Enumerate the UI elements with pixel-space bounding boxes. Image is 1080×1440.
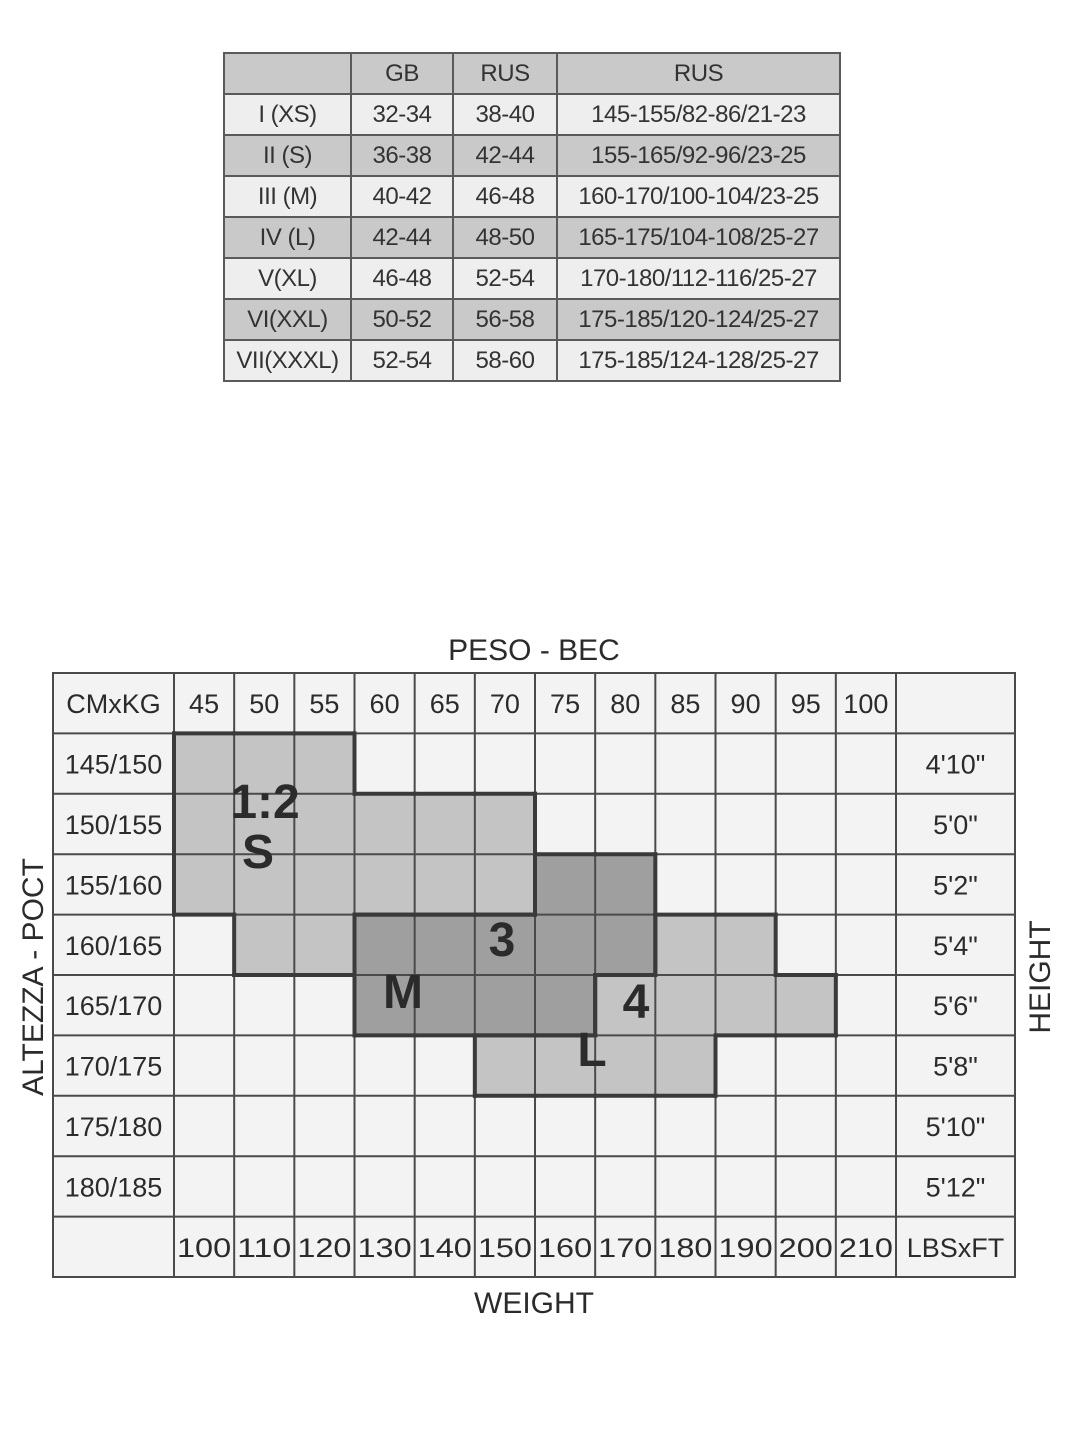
rus-measurements-cell: 155-165/92-96/23-25 bbox=[557, 135, 840, 176]
kg-column-label: 95 bbox=[790, 689, 821, 720]
size-label-cell: III (M) bbox=[224, 176, 351, 217]
zone-cell bbox=[475, 854, 536, 915]
size-label-cell: VII(XXXL) bbox=[224, 340, 351, 381]
zone-cell bbox=[174, 733, 235, 794]
cm-row-label: 175/180 bbox=[64, 1112, 163, 1142]
ft-row-label: 5'4" bbox=[933, 930, 978, 961]
gb-size-cell: 50-52 bbox=[351, 299, 453, 340]
zone-cell bbox=[174, 854, 235, 915]
zone-cell bbox=[716, 915, 777, 976]
zone-cell bbox=[294, 854, 355, 915]
lbs-column-label: 180 bbox=[658, 1232, 713, 1263]
rus-measurements-cell: 175-185/120-124/25-27 bbox=[557, 299, 840, 340]
zone-cell bbox=[475, 975, 536, 1036]
zone-size-label: S bbox=[241, 826, 275, 879]
zone-cell bbox=[595, 854, 656, 915]
zone-cell bbox=[294, 733, 355, 794]
gb-size-cell: 42-44 bbox=[351, 217, 453, 258]
corner-top-label: CMxKG bbox=[66, 689, 161, 720]
cm-row-label: 150/155 bbox=[64, 810, 163, 840]
rus-size-cell: 48-50 bbox=[453, 217, 557, 258]
ft-row-label: 5'2" bbox=[933, 870, 978, 901]
lbs-column-label: 110 bbox=[237, 1232, 292, 1263]
size-label-cell: II (S) bbox=[224, 135, 351, 176]
lbs-column-label: 140 bbox=[417, 1232, 472, 1263]
zone-cell bbox=[294, 794, 355, 855]
rus-size-cell: 58-60 bbox=[453, 340, 557, 381]
zone-cell bbox=[294, 915, 355, 976]
zone-number-label: 1:2 bbox=[230, 776, 300, 829]
zone-number-label: 3 bbox=[488, 914, 516, 967]
size-label-cell: I (XS) bbox=[224, 94, 351, 135]
kg-column-label: 60 bbox=[369, 689, 400, 720]
zone-cell bbox=[355, 794, 416, 855]
kg-column-label: 45 bbox=[189, 689, 220, 720]
rus-measurements-cell: 165-175/104-108/25-27 bbox=[557, 217, 840, 258]
right-axis-title: HEIGHT bbox=[1024, 920, 1057, 1034]
cm-row-label: 160/165 bbox=[64, 930, 163, 961]
size-label-cell: IV (L) bbox=[224, 217, 351, 258]
lbs-column-label: 210 bbox=[838, 1232, 894, 1263]
cm-row-label: 165/170 bbox=[64, 991, 163, 1022]
rus-size-cell: 56-58 bbox=[453, 299, 557, 340]
zone-cell bbox=[535, 915, 596, 976]
zone-cell bbox=[475, 794, 536, 855]
ft-row-label: 5'8" bbox=[933, 1051, 978, 1082]
size-table-header-gb: GB bbox=[351, 53, 453, 94]
zone-cell bbox=[776, 975, 837, 1036]
cm-row-label: 145/150 bbox=[64, 749, 163, 780]
zone-size-label: M bbox=[383, 966, 423, 1019]
zone-cell bbox=[535, 854, 596, 915]
top-axis-title: PESO - BEC bbox=[448, 634, 620, 667]
gb-size-cell: 52-54 bbox=[351, 340, 453, 381]
left-axis-title: ALTEZZA - POCT bbox=[17, 858, 50, 1096]
rus-size-cell: 38-40 bbox=[453, 94, 557, 135]
cm-row-label: 180/185 bbox=[64, 1172, 163, 1203]
gb-size-cell: 46-48 bbox=[351, 258, 453, 299]
size-label-cell: V(XL) bbox=[224, 258, 351, 299]
zone-cell bbox=[355, 854, 416, 915]
lbs-column-label: 200 bbox=[778, 1232, 833, 1263]
lbs-column-label: 150 bbox=[477, 1232, 532, 1263]
ft-row-label: 5'0" bbox=[933, 810, 978, 840]
zone-cell bbox=[174, 794, 235, 855]
bottom-axis-title: WEIGHT bbox=[474, 1287, 594, 1320]
zone-cell bbox=[655, 915, 716, 976]
zone-cell bbox=[595, 915, 656, 976]
ft-row-label: 4'10" bbox=[925, 749, 986, 780]
rus-measurements-cell: 175-185/124-128/25-27 bbox=[557, 340, 840, 381]
lbs-column-label: 170 bbox=[598, 1232, 653, 1263]
corner-bottom-label: LBSxFT bbox=[906, 1232, 1005, 1263]
kg-column-label: 70 bbox=[489, 689, 520, 720]
gb-size-cell: 32-34 bbox=[351, 94, 453, 135]
lbs-column-label: 190 bbox=[718, 1232, 773, 1263]
cm-row-label: 170/175 bbox=[64, 1051, 163, 1082]
ft-row-label: 5'6" bbox=[933, 991, 978, 1022]
gb-size-cell: 40-42 bbox=[351, 176, 453, 217]
zone-cell bbox=[415, 975, 476, 1036]
lbs-column-label: 120 bbox=[297, 1232, 352, 1263]
zone-cell bbox=[655, 1035, 716, 1096]
kg-column-label: 90 bbox=[730, 689, 761, 720]
size-label-cell: VI(XXL) bbox=[224, 299, 351, 340]
rus-measurements-cell: 170-180/112-116/25-27 bbox=[557, 258, 840, 299]
zone-cell bbox=[415, 794, 476, 855]
kg-column-label: 100 bbox=[843, 689, 889, 720]
zone-cell bbox=[475, 1035, 536, 1096]
kg-column-label: 75 bbox=[550, 689, 581, 720]
kg-column-label: 65 bbox=[429, 689, 460, 720]
rus-size-cell: 46-48 bbox=[453, 176, 557, 217]
zone-size-label: L bbox=[577, 1024, 607, 1077]
size-table-header-rus-measurements: RUS bbox=[557, 53, 840, 94]
ft-row-label: 5'10" bbox=[925, 1112, 986, 1142]
cm-row-label: 155/160 bbox=[64, 870, 163, 901]
zone-cell bbox=[655, 975, 716, 1036]
ft-row-label: 5'12" bbox=[925, 1172, 986, 1203]
kg-column-label: 80 bbox=[610, 689, 641, 720]
zone-cell bbox=[234, 915, 295, 976]
lbs-column-label: 160 bbox=[538, 1232, 593, 1263]
zone-cell bbox=[415, 915, 476, 976]
zone-cell bbox=[716, 975, 777, 1036]
kg-column-label: 55 bbox=[309, 689, 340, 720]
kg-column-label: 50 bbox=[249, 689, 280, 720]
rus-size-cell: 52-54 bbox=[453, 258, 557, 299]
zone-number-label: 4 bbox=[622, 976, 650, 1029]
gb-size-cell: 36-38 bbox=[351, 135, 453, 176]
lbs-column-label: 100 bbox=[177, 1232, 232, 1263]
rus-measurements-cell: 160-170/100-104/23-25 bbox=[557, 176, 840, 217]
zone-cell bbox=[415, 854, 476, 915]
kg-column-label: 85 bbox=[670, 689, 701, 720]
lbs-column-label: 130 bbox=[357, 1232, 412, 1263]
size-table-header-rus: RUS bbox=[453, 53, 557, 94]
rus-measurements-cell: 145-155/82-86/21-23 bbox=[557, 94, 840, 135]
rus-size-cell: 42-44 bbox=[453, 135, 557, 176]
